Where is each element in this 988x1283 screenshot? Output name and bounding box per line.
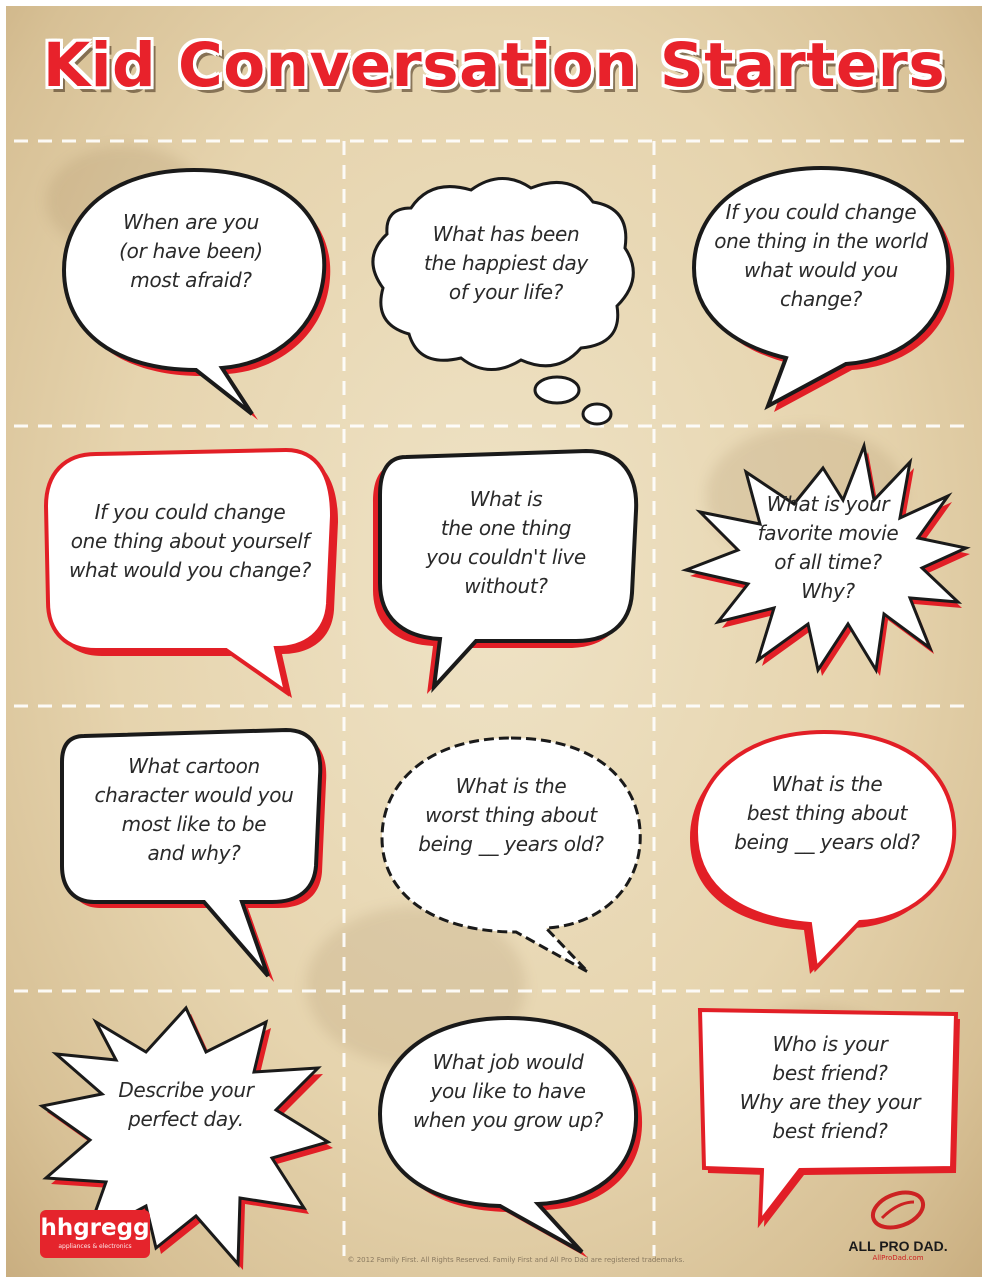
question-text: What cartoon character would you most like to be and why? xyxy=(94,754,294,865)
hhgregg-brand: hhgregg xyxy=(40,1215,150,1241)
question-text: What job would you like to have when you grow up? xyxy=(412,1050,604,1132)
bubble-cartoon-character xyxy=(54,722,334,982)
bubble-worst-thing xyxy=(366,726,656,986)
all-pro-dad-url: AllProDad.com xyxy=(872,1254,924,1262)
bubble-best-thing xyxy=(682,722,972,982)
hhgregg-logo xyxy=(40,1210,150,1258)
question-text: What has been the happiest day of your life? xyxy=(424,222,588,304)
poster-title: Kid Conversation Starters xyxy=(42,30,946,101)
all-pro-dad-brand: ALL PRO DAD. xyxy=(848,1238,948,1254)
poster xyxy=(6,6,982,1277)
copyright-text: © 2012 Family First. All Rights Reserved. Family First and All Pro Dad are registered trademarks. xyxy=(347,1256,685,1264)
question-text: If you could change one thing in the world what would you change? xyxy=(714,200,928,311)
bubble-favorite-movie xyxy=(678,438,968,698)
question-text: What is the one thing you couldn't live without? xyxy=(426,487,586,598)
bubble-change-yourself xyxy=(36,436,336,696)
hhgregg-tagline: appliances & electronics xyxy=(58,1243,132,1250)
question-text: When are you (or have been) most afraid? xyxy=(119,210,263,292)
question-text: What is the worst thing about being __ years old? xyxy=(418,774,604,856)
question-text: Who is your best friend? Why are they your best friend? xyxy=(739,1032,921,1143)
question-text: If you could change one thing about yourself what would you change? xyxy=(68,500,312,582)
bubble-couldnt-live-without xyxy=(366,441,646,691)
question-text: Describe your perfect day. xyxy=(118,1078,254,1131)
question-text: What is your favorite movie of all time? Why? xyxy=(757,492,899,603)
question-text: What is the best thing about being __ years old? xyxy=(734,772,920,854)
bubble-afraid xyxy=(46,156,336,416)
all-pro-dad-logo xyxy=(828,1188,968,1262)
football-icon xyxy=(868,1188,928,1232)
bubble-happiest-day xyxy=(361,168,651,428)
bubble-change-world xyxy=(676,156,966,416)
bubble-job xyxy=(368,1008,648,1258)
